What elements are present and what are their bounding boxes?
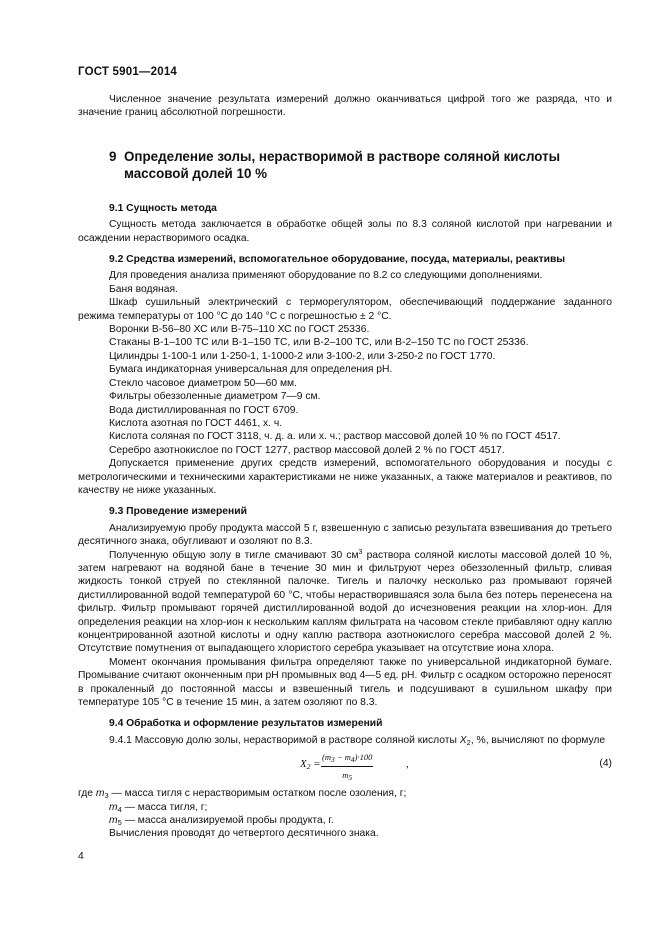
- equipment-item: Кислота азотная по ГОСТ 4461, х. ч.: [109, 417, 283, 429]
- section-9-number: 9: [109, 148, 117, 164]
- calculation-intro: 9.4.1 Массовую долю золы, нерастворимой в растворе соляной кислоты $X_2$, %, вычисляют по формуле: [109, 734, 606, 747]
- subsection-9-4-title: 9.4 Обработка и оформление результатов измерений: [109, 718, 383, 730]
- legend-row-m5: $m_5$ — масса анализируемой пробы продукта, г.: [109, 815, 334, 828]
- subsection-9-2-title: 9.2 Средства измерений, вспомогательное оборудование, посуда, материалы, реактивы: [109, 254, 566, 266]
- formula-numerator: $(m_3 - m_4)\cdot 100$: [321, 751, 373, 766]
- procedure-paragraph-2: Полученную общую золу в тигле смачивают 30 $см^3$ раствора соляной кислоты массовой долей 10 %, затем нагревают на водяной бане в течение 30 мин и фильтруют через обеззоленный фильтр, сливая жидкость тонкой струей по стеклянной палочке. Тигель и палочку несколько раз промывают горячей дистиллированной водой температурой 60 °С, чтобы нерастворившаяся зола была без потерь перенесена на фильтр. Фильтр промывают горячей дистиллированной водой до исчезновения реакции на хлор-ион. Для определения реакции на хлор-ион к нескольким каплям фильтрата на часовом стекле прибавляют одну каплю концентрированной азотной кислоты и одну каплю раствора азотнокислого серебра массовой долей 2 %. Отсутствие помутнения от выпадающего хлористого серебра указывает на отсутствие иона хлора.: [78, 548, 612, 655]
- formula-lhs: $X_2$ =: [300, 758, 321, 772]
- formula-number: (4): [599, 758, 612, 770]
- procedure-paragraph-1: Анализируемую пробу продукта массой 5 г, взвешенную с записью результата взвешивания до третьего десятичного знака, обугливают и озоляют по 8.3.: [78, 522, 612, 548]
- subsection-9-1-title: 9.1 Сущность метода: [109, 202, 217, 214]
- equipment-item: Бумага индикаторная универсальная для определения рН.: [109, 364, 393, 376]
- formula-denominator: $m_5$: [342, 769, 353, 782]
- equipment-item: Цилиндры 1-100-1 или 1-250-1, 1-1000-2 или 3-100-2, или 3-250-2 по ГОСТ 1770.: [109, 350, 496, 362]
- equipment-item: Серебро азотнокислое по ГОСТ 1277, раствор массовой долей 2 % по ГОСТ 4517.: [109, 444, 505, 456]
- subsection-9-1-text: Сущность метода заключается в обработке общей золы по 8.3 соляной кислотой при нагревании и осаждении нерастворимого осадка.: [78, 219, 612, 244]
- legend-row-m4: $m_4$ — масса тигля, г;: [109, 801, 208, 814]
- equipment-item: Для проведения анализа применяют оборудование по 8.2 со следующими дополнениями.: [109, 270, 543, 282]
- subsection-9-3-title: 9.3 Проведение измерений: [109, 506, 247, 518]
- document-body: [78, 93, 612, 841]
- formula-fraction: [321, 751, 373, 782]
- legend-row-m3: где $m_3$ — масса тигля с нерастворимым остатком после озоления, г;: [78, 788, 407, 801]
- page-number: 4: [78, 851, 84, 862]
- page-header: ГОСТ 5901—2014: [78, 66, 178, 78]
- equipment-item: Баня водяная.: [109, 283, 178, 295]
- equipment-item: Воронки В-56–80 ХС или В-75–110 ХС по ГОСТ 25336.: [109, 324, 370, 336]
- section-9-heading: [78, 148, 612, 182]
- equipment-item: Шкаф сушильный электрический с терморегулятором, обеспечивающий поддержание заданного режима температуры от 100 °С до 140 °С с погрешностью ± 2 °С.: [78, 297, 612, 322]
- formula-4: [78, 751, 612, 781]
- intro-paragraph: Численное значение результата измерений должно оканчиваться цифрой того же разряда, что и значение границ абсолютной погрешности.: [78, 94, 612, 119]
- procedure-paragraph-3: Момент окончания промывания фильтра определяют также по универсальной индикаторной бумаге. Промывание считают оконченным при рН промывных вод 4—5 ед. рН. Фильтр с осадком осторожно переносят в прокаленный до постоянной массы и взвешенный тигель и подсушивают в сушильном шкафу при температуре 105 °С в течение 15 мин, а затем озоляют по 8.3.: [78, 656, 612, 709]
- equipment-item: Кислота соляная по ГОСТ 3118, ч. д. а. или х. ч.; раствор массовой долей 10 % по ГОСТ 4517.: [109, 431, 561, 443]
- equipment-note: Допускается применение других средств измерений, вспомогательного оборудования и посуды с метрологическими и техническими характеристиками не ниже указанных, а также материалов и реактивов, по качеству не ниже указанных.: [78, 458, 612, 496]
- equipment-item: Стаканы В-1–100 ТС или В-1–150 ТС, или В-2–100 ТС, или В-2–150 ТС по ГОСТ 25336.: [109, 337, 529, 349]
- section-9-title: Определение золы, нерастворимой в растворе соляной кислоты массовой долей 10 %: [124, 148, 561, 181]
- equipment-item: Вода дистиллированная по ГОСТ 6709.: [109, 404, 299, 416]
- formula-tail: ,: [406, 758, 409, 771]
- equipment-item: Фильтры обеззоленные диаметром 7—9 см.: [109, 391, 321, 403]
- formula-legend: [78, 787, 612, 827]
- equipment-item: Стекло часовое диаметром 50—60 мм.: [109, 377, 297, 389]
- closing-note: Вычисления проводят до четвертого десятичного знака.: [109, 828, 379, 840]
